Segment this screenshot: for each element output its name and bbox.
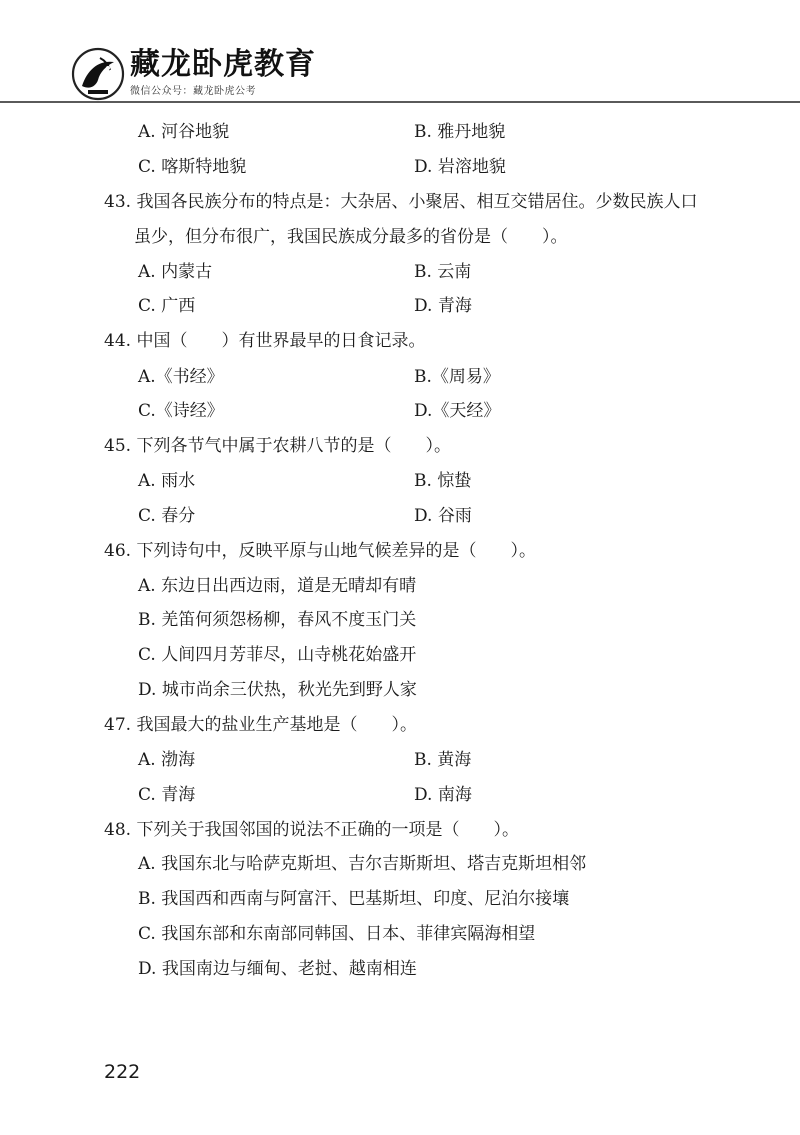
option-46-a: A. 东边日出西边雨，道是无晴却有晴 xyxy=(138,576,417,596)
option-47-d: D. 南海 xyxy=(414,785,472,805)
option-45-c: C. 春分 xyxy=(138,506,196,526)
question-43-text-continued: 虽少，但分布很广，我国民族成分最多的省份是（ ）。 xyxy=(134,227,568,247)
question-47-text: 47. 我国最大的盐业生产基地是（ ）。 xyxy=(104,715,417,735)
option-45-b: B. 惊蛰 xyxy=(414,471,472,491)
brand-title: 藏龙卧虎教育 xyxy=(130,47,316,82)
option-45-a: A. 雨水 xyxy=(138,471,196,491)
option-42-c: C. 喀斯特地貌 xyxy=(138,157,247,177)
option-46-c: C. 人间四月芳菲尽，山寺桃花始盛开 xyxy=(138,645,417,665)
question-44-text: 44. 中国（ ）有世界最早的日食记录。 xyxy=(104,331,426,351)
option-48-b: B. 我国西和西南与阿富汗、巴基斯坦、印度、尼泊尔接壤 xyxy=(138,889,570,909)
option-47-b: B. 黄海 xyxy=(414,750,472,770)
option-44-a: A.《书经》 xyxy=(138,367,224,387)
option-48-d: D. 我国南边与缅甸、老挝、越南相连 xyxy=(138,959,417,979)
option-43-b: B. 云南 xyxy=(414,262,472,282)
option-43-d: D. 青海 xyxy=(414,296,472,316)
option-44-c: C.《诗经》 xyxy=(138,401,224,421)
option-48-c: C. 我国东部和东南部同韩国、日本、菲律宾隔海相望 xyxy=(138,924,536,944)
page-number: 222 xyxy=(104,1061,141,1083)
option-44-b: B.《周易》 xyxy=(414,367,500,387)
option-44-d: D.《天经》 xyxy=(414,401,501,421)
option-43-c: C. 广西 xyxy=(138,296,196,316)
question-45-text: 45. 下列各节气中属于农耕八节的是（ ）。 xyxy=(104,436,451,456)
question-46-text: 46. 下列诗句中，反映平原与山地气候差异的是（ ）。 xyxy=(104,541,536,561)
option-45-d: D. 谷雨 xyxy=(414,506,472,526)
option-42-a: A. 河谷地貌 xyxy=(138,122,230,142)
option-46-d: D. 城市尚余三伏热，秋光先到野人家 xyxy=(138,680,417,700)
question-43-text: 43. 我国各民族分布的特点是：大杂居、小聚居、相互交错居住。少数民族人口 xyxy=(104,192,698,212)
page-header xyxy=(0,0,800,104)
question-48-text: 48. 下列关于我国邻国的说法不正确的一项是（ ）。 xyxy=(104,820,519,840)
header-divider xyxy=(0,101,800,103)
option-43-a: A. 内蒙古 xyxy=(138,262,213,282)
option-46-b: B. 羌笛何须怨杨柳，春风不度玉门关 xyxy=(138,610,417,630)
brand-subtitle: 微信公众号：藏龙卧虎公考 xyxy=(130,86,256,97)
option-47-c: C. 青海 xyxy=(138,785,196,805)
option-47-a: A. 渤海 xyxy=(138,750,196,770)
option-42-b: B. 雅丹地貌 xyxy=(414,122,506,142)
option-48-a: A. 我国东北与哈萨克斯坦、吉尔吉斯斯坦、塔吉克斯坦相邻 xyxy=(138,854,587,874)
dragon-tiger-logo-icon xyxy=(70,46,126,102)
option-42-d: D. 岩溶地貌 xyxy=(414,157,506,177)
